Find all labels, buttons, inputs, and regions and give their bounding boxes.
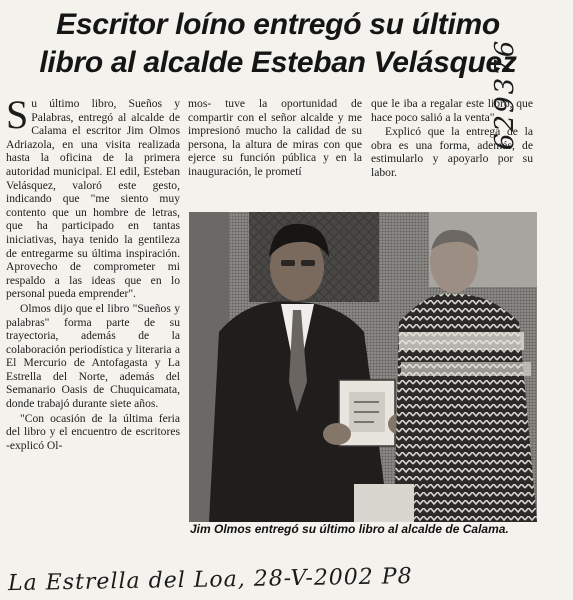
- photo-caption: Jim Olmos entregó su último libro al alcalde de Calama.: [190, 522, 509, 536]
- article-column-2: [188, 97, 362, 205]
- headline: Escritor loíno entregó su último libro al alcalde Esteban Velásquez: [39, 8, 517, 79]
- drop-cap: S: [6, 97, 29, 137]
- paragraph: Explicó que la entrega de la obra es una forma, además, de estimularlo y apoyarlo por su labor.: [371, 125, 533, 179]
- paragraph: mos- tuve la oportunidad de compartir con el señor alcalde y me impresionó mucho la calidad de su persona, la altura de miras con que ejerce su función pública y en la inauguración, le prometí: [188, 97, 362, 178]
- handwritten-source-note: La Estrella del Loa, 28-V-2002 P8: [7, 564, 413, 597]
- paragraph: que le iba a regalar este libro, que hace poco salió a la venta".: [371, 97, 533, 124]
- paragraph-text: u último libro, Sueños y Palabras, entregó al alcalde de Calama el escritor Jim Olmos Adriazola, en una visita realizada hasta la oficina de la primera autoridad municipal. El edil, Esteban Velásquez, valoró este gesto, indicando que "me siento muy contento que un hombre de letras, que ha participado en tantas iniciativas, haya tenido la gentileza de entregarme su última inspiración. Aprovecho de comprometer mi respaldo a las ideas que en lo personal pueda emprender".: [6, 97, 180, 301]
- paragraph: [6, 97, 180, 301]
- pot: [354, 484, 414, 522]
- paragraph: "Con ocasión de la última feria del libro y el encuentro de escritores -explicó Ol-: [6, 411, 180, 452]
- photo-illustration: [189, 212, 537, 522]
- news-photo: [189, 212, 537, 522]
- article-column-1: [6, 97, 180, 549]
- handwritten-archive-number: 629376: [490, 38, 520, 150]
- hand: [323, 423, 351, 445]
- paragraph: Olmos dijo que el libro "Sueños y palabras" forma parte de su trayectoria, además de la colaboración periodística y literaria a El Mercurio de Antofagasta y La Estrella del Norte, además del Semanario Oasis de Chuquicamata, donde trabajó durante siete años.: [6, 301, 180, 411]
